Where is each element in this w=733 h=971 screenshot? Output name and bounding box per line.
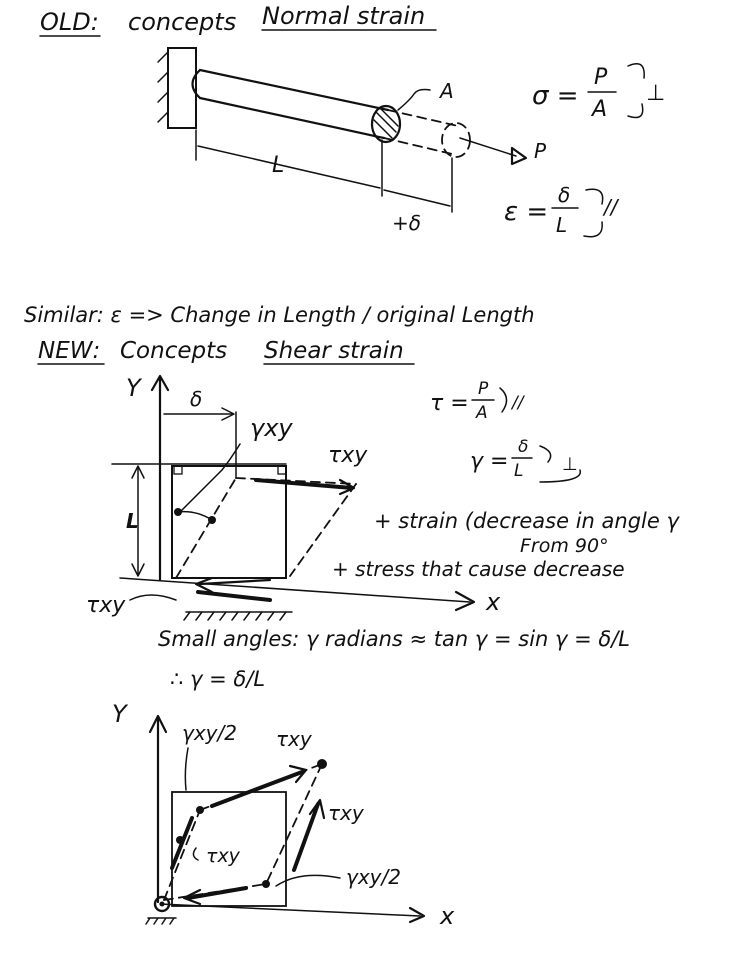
right-angle-mark-tl: [174, 466, 182, 474]
right-angle-mark-tr: [278, 466, 286, 474]
bottom-tau-top-label: τxy: [276, 727, 312, 751]
bar: [193, 70, 548, 164]
tau-numerator: P: [478, 379, 489, 399]
deformed-left: [176, 478, 236, 578]
small-angle-notes: [158, 627, 630, 691]
sigma-mark: ⊥: [646, 81, 666, 106]
new-label: NEW:: [38, 338, 101, 364]
L-dim-label: L: [126, 509, 139, 533]
tau-denominator: A: [476, 403, 488, 423]
gamma-arc: [178, 512, 212, 520]
wall-hatch-4: [158, 112, 168, 122]
x-axis-label: x: [486, 588, 501, 616]
tau-bottom-arrowhead: [196, 578, 212, 592]
tau-bottom-leader: [130, 595, 176, 600]
tau-bracket: [500, 388, 507, 412]
old-concepts-label: concepts: [128, 8, 237, 36]
tau-lhs: τ =: [430, 391, 469, 416]
epsilon-equation: [504, 183, 620, 237]
bottom-node-tl: [196, 806, 204, 814]
old-topic-label: Normal strain: [262, 2, 426, 30]
bottom-y-label: Y: [112, 700, 127, 728]
bottom-gamma-half-right: γxy/2: [346, 865, 401, 889]
y-axis-label: Y: [126, 374, 141, 402]
gamma-annotation: [174, 414, 293, 524]
area-leader: [398, 90, 430, 111]
gamma-equation: [470, 437, 580, 482]
bottom-deformed-left: [164, 810, 200, 900]
bottom-gamma-half-top: γxy/2: [182, 721, 237, 745]
sigma-brackets: [628, 64, 644, 118]
L-dimension: [126, 466, 144, 576]
sigma-equation: [532, 64, 665, 122]
bottom-tau-right-label: τxy: [328, 801, 364, 825]
bottom-tau-left-arrow: [172, 818, 192, 868]
epsilon-lhs: ε =: [504, 197, 549, 227]
sigma-lhs: σ =: [532, 81, 579, 111]
bottom-x-label: x: [440, 902, 455, 930]
tau-mark: //: [512, 393, 524, 413]
similar-line: Similar: ε => Change in Length / original Length: [24, 303, 535, 327]
gamma-xy-label: γxy: [250, 414, 293, 442]
tau-bottom-arrow: [198, 592, 270, 600]
note-strain-2: From 90°: [520, 535, 609, 557]
load-label-P: P: [534, 139, 547, 163]
sign-convention-notes: [332, 509, 680, 581]
dim-label-L: L: [272, 153, 285, 178]
new-heading: [38, 338, 414, 364]
wall-hatch-2: [158, 72, 168, 82]
bottom-tau-top-arrow: [212, 772, 302, 806]
bottom-node-tr: [317, 759, 327, 769]
delta-label: δ: [190, 387, 203, 411]
note-stress: + stress that cause decrease: [332, 557, 625, 581]
tau-bottom-arrow-2: [200, 580, 270, 584]
tau-equation: [430, 379, 526, 423]
bottom-element: [164, 759, 327, 906]
gamma-leader: [180, 444, 240, 512]
bottom-tau-bottom-arrow: [188, 888, 246, 898]
delta-dimension: [164, 387, 234, 420]
wall-hatch-3: [158, 92, 168, 102]
old-label: OLD:: [40, 8, 99, 36]
dim-line-delta: [384, 190, 450, 206]
epsilon-mark: //: [604, 195, 618, 219]
bottom-stress-arrows: [172, 766, 324, 904]
dim-label-delta: +δ: [392, 211, 421, 235]
epsilon-numerator: δ: [558, 183, 571, 207]
small-angles-line: Small angles: γ radians ≈ tan γ = sin γ = δ/L: [158, 627, 631, 651]
gamma-mark: ⊥: [562, 454, 578, 475]
epsilon-brackets: [584, 189, 603, 236]
wall-hatch-1: [158, 52, 168, 62]
epsilon-denominator: L: [556, 213, 568, 237]
bottom-tau-inner-label: τxy: [206, 845, 240, 867]
tau-top-label: τxy: [328, 443, 368, 468]
gamma-numerator: δ: [518, 437, 529, 457]
sigma-denominator: A: [592, 97, 608, 122]
bottom-gamma-top-leader: [185, 748, 188, 790]
new-topic-label: Shear strain: [264, 338, 404, 364]
wall-block: [168, 48, 196, 128]
dim-line-L: [198, 146, 380, 188]
sigma-numerator: P: [594, 65, 608, 90]
pin-center: [160, 902, 165, 907]
bottom-node-br: [262, 880, 270, 888]
pin-ground-hatch: [146, 918, 176, 924]
bottom-tau-right-arrow: [294, 804, 318, 870]
gamma-lhs: γ =: [470, 449, 509, 474]
bottom-tau-inner-leader: [193, 848, 198, 860]
old-heading: [40, 2, 436, 36]
tau-bottom-label: τxy: [86, 593, 126, 618]
therefore-line: ∴ γ = δ/L: [170, 667, 266, 691]
area-label-A: A: [440, 79, 454, 103]
fixed-wall: [158, 48, 196, 128]
new-concepts-label: Concepts: [120, 338, 228, 364]
ground-hatch: [184, 612, 286, 620]
gamma-denominator: L: [514, 461, 524, 481]
note-strain-1: + strain (decrease in angle γ: [374, 509, 679, 533]
